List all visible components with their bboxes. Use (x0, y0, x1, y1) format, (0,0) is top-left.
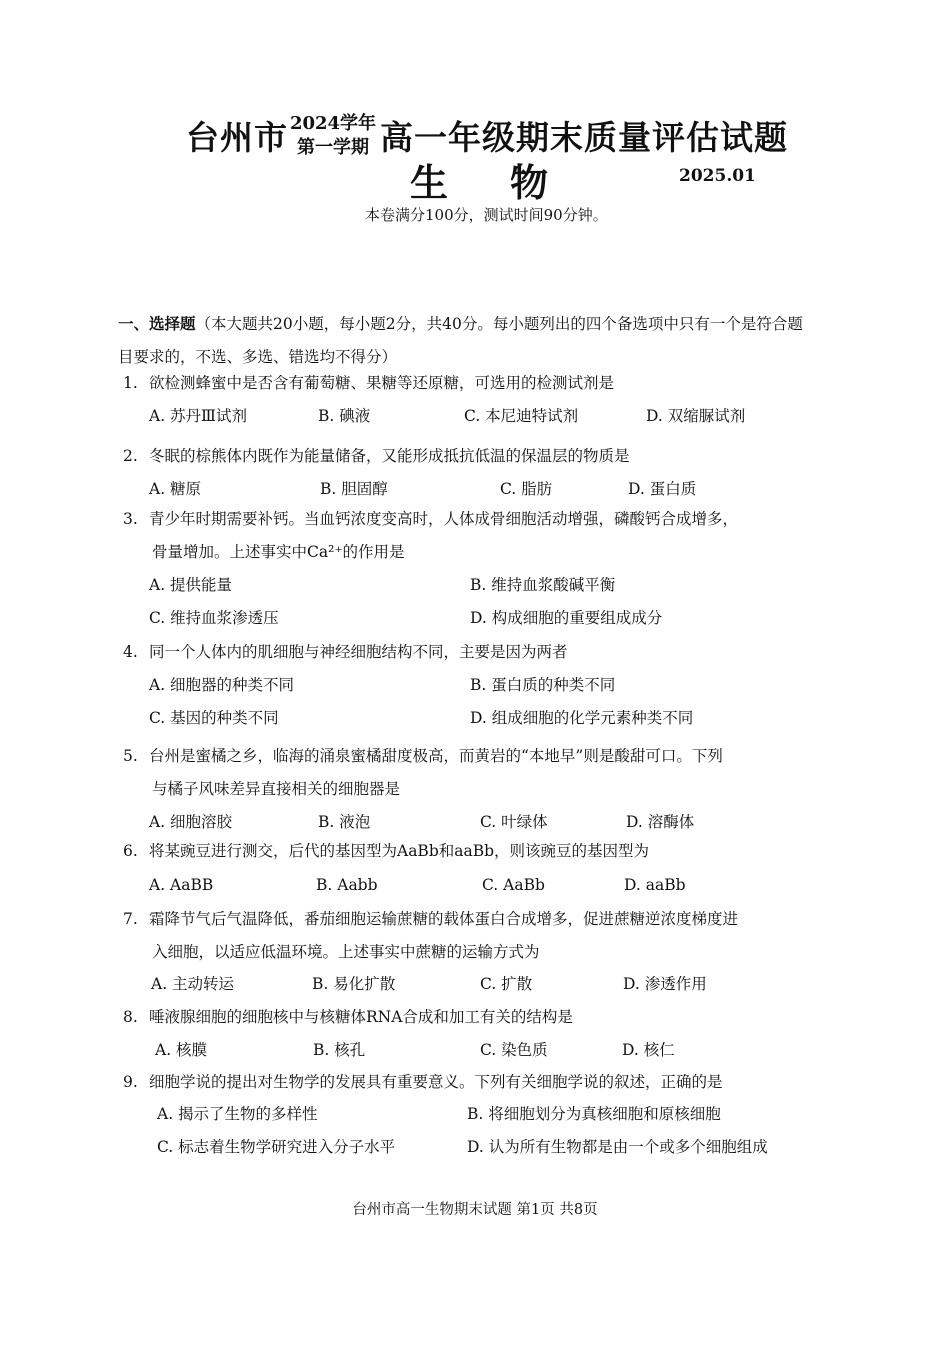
question-6-stem (123, 839, 823, 861)
option-1d: D. 双缩脲试剂 (646, 407, 746, 425)
question-1-stem (123, 371, 823, 393)
option-2b: B. 胆固醇 (320, 480, 388, 498)
question-text: 欲检测蜂蜜中是否含有葡萄糖、果糖等还原糖，可选用的检测试剂是 (149, 374, 615, 392)
question-3-stem (123, 507, 823, 529)
question-number: 9. (123, 1073, 138, 1091)
page-footer: 台州市高一生物期末试题 第1页 共8页 (352, 1202, 598, 1218)
question-5-stem-cont: 与橘子风味差异直接相关的细胞器是 (152, 780, 401, 798)
section-title: 一、选择题 (118, 314, 196, 333)
academic-year-block (288, 112, 378, 160)
option-5c: C. 叶绿体 (480, 813, 548, 831)
option-6c: C. AaBb (482, 876, 545, 894)
question-number: 4. (123, 643, 138, 661)
option-9a: A. 揭示了生物的多样性 (157, 1105, 318, 1123)
semester: 第一学期 (297, 137, 369, 158)
option-6d: D. aaBb (624, 876, 686, 894)
question-4-stem (123, 640, 823, 662)
exam-city: 台州市 (186, 118, 288, 157)
option-1a: A. 苏丹Ⅲ试剂 (149, 407, 247, 425)
option-8b: B. 核孔 (313, 1041, 366, 1059)
question-3-stem-cont: 骨量增加。上述事实中Ca²⁺的作用是 (152, 543, 405, 561)
option-7c: C. 扩散 (480, 975, 533, 993)
section-heading (118, 307, 818, 374)
option-4d: D. 组成细胞的化学元素种类不同 (470, 709, 694, 727)
option-2a: A. 糖原 (149, 480, 202, 498)
exam-title: 高一年级期末质量评估试题 (380, 118, 788, 157)
option-7b: B. 易化扩散 (312, 975, 396, 993)
option-3b: B. 维持血浆酸碱平衡 (470, 576, 616, 594)
option-2d: D. 蛋白质 (628, 480, 697, 498)
question-7-stem-cont: 入细胞，以适应低温环境。上述事实中蔗糖的运输方式为 (152, 943, 540, 961)
option-5d: D. 溶酶体 (626, 813, 695, 831)
question-7-stem (123, 907, 823, 929)
question-text: 将某豌豆进行测交，后代的基因型为AaBb和aaBb，则该豌豆的基因型为 (149, 842, 650, 860)
option-1c: C. 本尼迪特试剂 (464, 407, 579, 425)
question-5-stem (123, 744, 823, 766)
option-4c: C. 基因的种类不同 (149, 709, 279, 727)
option-5a: A. 细胞溶胶 (149, 813, 233, 831)
section-instructions: （本大题共20小题，每小题2分，共40分。每小题列出的四个备选项中只有一个是符合题目要求的，不选、多选、错选均不得分） (118, 315, 803, 366)
option-6b: B. Aabb (316, 876, 378, 894)
question-number: 3. (123, 510, 138, 528)
option-9c: C. 标志着生物学研究进入分子水平 (157, 1138, 396, 1156)
option-6a: A. AaBB (149, 876, 214, 894)
option-8c: C. 染色质 (480, 1041, 548, 1059)
question-text: 霜降节气后气温降低，番茄细胞运输蔗糖的载体蛋白合成增多，促进蔗糖逆浓度梯度进 (149, 910, 739, 928)
question-9-stem (123, 1070, 823, 1092)
question-text: 冬眠的棕熊体内既作为能量储备，又能形成抵抗低温的保温层的物质是 (149, 447, 630, 465)
question-8-stem (123, 1005, 823, 1027)
exam-note: 本卷满分100分，测试时间90分钟。 (365, 206, 608, 224)
option-7d: D. 渗透作用 (623, 975, 707, 993)
question-number: 6. (123, 842, 138, 860)
question-text: 台州是蜜橘之乡，临海的涌泉蜜橘甜度极高，而黄岩的“本地早”则是酸甜可口。下列 (149, 747, 723, 765)
question-number: 1. (123, 374, 138, 392)
option-3c: C. 维持血浆渗透压 (149, 609, 279, 627)
question-text: 细胞学说的提出对生物学的发展具有重要意义。下列有关细胞学说的叙述，正确的是 (149, 1073, 723, 1091)
exam-date: 2025.01 (679, 166, 756, 186)
option-9b: B. 将细胞划分为真核细胞和原核细胞 (467, 1105, 721, 1123)
question-number: 8. (123, 1008, 138, 1026)
academic-year: 2024学年 (289, 113, 377, 134)
option-4a: A. 细胞器的种类不同 (149, 676, 295, 694)
option-3a: A. 提供能量 (149, 576, 233, 594)
option-3d: D. 构成细胞的重要组成成分 (470, 609, 663, 627)
question-text: 同一个人体内的肌细胞与神经细胞结构不同，主要是因为两者 (149, 643, 568, 661)
option-2c: C. 脂肪 (500, 480, 553, 498)
question-2-stem (123, 444, 823, 466)
option-8a: A. 核膜 (155, 1041, 208, 1059)
question-number: 5. (123, 747, 138, 765)
option-8d: D. 核仁 (622, 1041, 675, 1059)
question-text: 青少年时期需要补钙。当血钙浓度变高时，人体成骨细胞活动增强，磷酸钙合成增多， (149, 510, 739, 528)
question-number: 7. (123, 910, 138, 928)
option-9d: D. 认为所有生物都是由一个或多个细胞组成 (467, 1138, 768, 1156)
option-4b: B. 蛋白质的种类不同 (470, 676, 616, 694)
option-7a: A. 主动转运 (151, 975, 235, 993)
question-text: 唾液腺细胞的细胞核中与核糖体RNA合成和加工有关的结构是 (149, 1008, 573, 1026)
question-number: 2. (123, 447, 138, 465)
option-5b: B. 液泡 (318, 813, 371, 831)
option-1b: B. 碘液 (318, 407, 371, 425)
subject-title: 生物 (410, 160, 611, 205)
